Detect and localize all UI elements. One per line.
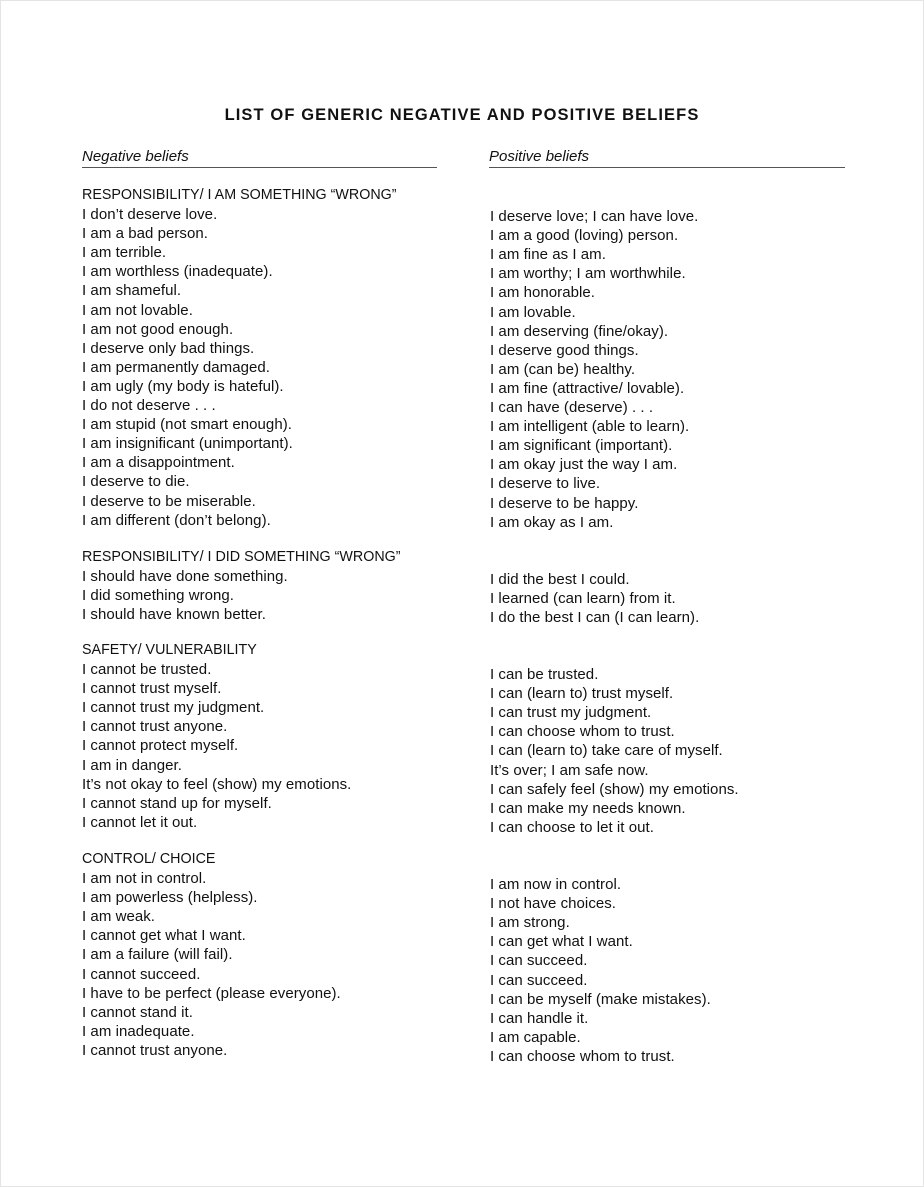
positive-belief-item: I can be trusted. xyxy=(490,666,599,683)
negative-belief-item: I cannot let it out. xyxy=(82,813,198,831)
positive-belief-item: I not have choices. xyxy=(490,895,617,913)
negative-belief-item: I am powerless (helpless). xyxy=(82,889,258,907)
negative-beliefs-header: Negative beliefs xyxy=(82,148,437,168)
negative-belief-item: I cannot get what I want. xyxy=(82,927,246,945)
positive-belief-item: I deserve love; I can have love. xyxy=(490,208,699,225)
positive-belief-item: I can (learn to) take care of myself. xyxy=(490,742,723,760)
positive-belief-item: I am significant (important). xyxy=(490,437,673,455)
negative-belief-item: I deserve to die. xyxy=(82,473,190,491)
positive-belief-item: I did the best I could. xyxy=(490,571,630,588)
negative-belief-item: I am not lovable. xyxy=(82,301,193,319)
positive-belief-item: I am honorable. xyxy=(490,284,595,302)
negative-belief-item: I am insignificant (unimportant). xyxy=(82,435,293,453)
negative-belief-item: I am permanently damaged. xyxy=(82,358,271,376)
negative-belief-item: I am stupid (not smart enough). xyxy=(82,416,292,434)
positive-belief-item: I am okay just the way I am. xyxy=(490,456,678,474)
positive-belief-item: I can trust my judgment. xyxy=(490,704,652,722)
negative-belief-item: I cannot stand it. xyxy=(82,1003,193,1021)
positive-belief-item: I can succeed. xyxy=(490,952,588,970)
section-heading: CONTROL/ CHOICE xyxy=(82,851,216,867)
negative-belief-item: I have to be perfect (please everyone). xyxy=(82,984,341,1002)
positive-belief-item: I am worthy; I am worthwhile. xyxy=(490,265,686,283)
positive-belief-item: I can choose whom to trust. xyxy=(490,1047,675,1065)
negative-belief-item: I am not in control. xyxy=(82,870,207,887)
positive-belief-item: I am lovable. xyxy=(490,303,576,321)
section-heading: RESPONSIBILITY/ I DID SOMETHING “WRONG” xyxy=(82,549,401,565)
document-title: LIST OF GENERIC NEGATIVE AND POSITIVE BELIEFS xyxy=(224,106,700,124)
positive-belief-item: I am fine (attractive/ lovable). xyxy=(490,379,685,397)
positive-belief-item: I am a good (loving) person. xyxy=(490,227,679,245)
positive-belief-item: I am intelligent (able to learn). xyxy=(490,418,690,436)
negative-belief-item: I am worthless (inadequate). xyxy=(82,263,273,281)
positive-belief-item: I can get what I want. xyxy=(490,933,633,951)
section-heading: SAFETY/ VULNERABILITY xyxy=(82,642,257,658)
negative-belief-item: I should have known better. xyxy=(82,606,266,624)
positive-belief-item: I am strong. xyxy=(490,914,570,932)
negative-belief-item: I deserve to be miserable. xyxy=(82,492,256,510)
positive-belief-item: I can safely feel (show) my emotions. xyxy=(490,780,739,798)
positive-belief-item: I am (can be) healthy. xyxy=(490,360,636,378)
positive-belief-item: I deserve to be happy. xyxy=(490,494,639,512)
negative-belief-item: I did something wrong. xyxy=(82,587,235,605)
positive-belief-item: I am deserving (fine/okay). xyxy=(490,322,669,340)
negative-belief-item: I cannot trust my judgment. xyxy=(82,699,265,717)
positive-belief-item: It’s over; I am safe now. xyxy=(490,761,649,779)
negative-belief-item: I am a failure (will fail). xyxy=(82,946,233,964)
positive-belief-item: I deserve good things. xyxy=(490,341,639,359)
negative-belief-item: I am terrible. xyxy=(82,244,167,262)
negative-belief-item: I am different (don’t belong). xyxy=(82,511,271,529)
positive-belief-item: I am fine as I am. xyxy=(490,246,606,264)
positive-belief-item: I learned (can learn) from it. xyxy=(490,590,676,608)
positive-belief-item: I do the best I can (I can learn). xyxy=(490,609,700,627)
negative-belief-item: I cannot succeed. xyxy=(82,965,201,983)
negative-belief-item: I cannot protect myself. xyxy=(82,737,239,755)
negative-belief-item: I should have done something. xyxy=(82,568,288,585)
positive-belief-item: I can choose to let it out. xyxy=(490,818,654,836)
positive-belief-item: I can (learn to) trust myself. xyxy=(490,685,674,703)
negative-belief-item: I am ugly (my body is hateful). xyxy=(82,377,284,395)
positive-belief-item: I can have (deserve) . . . xyxy=(490,399,654,416)
negative-belief-item: I am in danger. xyxy=(82,756,182,774)
negative-belief-item: I am shameful. xyxy=(82,282,182,300)
section-heading: RESPONSIBILITY/ I AM SOMETHING “WRONG” xyxy=(82,187,397,203)
positive-belief-item: I can make my needs known. xyxy=(490,799,686,817)
negative-belief-item: I am a bad person. xyxy=(82,225,208,243)
negative-belief-item: I am not good enough. xyxy=(82,320,234,338)
negative-belief-item: I cannot trust myself. xyxy=(82,680,222,698)
negative-belief-item: I am inadequate. xyxy=(82,1022,195,1040)
positive-belief-item: I am now in control. xyxy=(490,876,622,893)
positive-belief-item: I am capable. xyxy=(490,1028,581,1046)
negative-belief-item: I am a disappointment. xyxy=(82,454,235,472)
negative-belief-item: I cannot be trusted. xyxy=(82,661,212,678)
negative-belief-item: I am weak. xyxy=(82,908,156,926)
positive-belief-item: I can succeed. xyxy=(490,971,588,989)
positive-belief-item: I can handle it. xyxy=(490,1009,589,1027)
negative-belief-item: I cannot trust anyone. xyxy=(82,1041,228,1059)
positive-beliefs-header: Positive beliefs xyxy=(489,148,845,168)
negative-belief-item: It’s not okay to feel (show) my emotions. xyxy=(82,775,352,793)
negative-belief-item: I deserve only bad things. xyxy=(82,339,255,357)
negative-belief-item: I do not deserve . . . xyxy=(82,397,216,414)
positive-belief-item: I am okay as I am. xyxy=(490,513,614,531)
negative-belief-item: I don’t deserve love. xyxy=(82,206,218,223)
negative-belief-item: I cannot trust anyone. xyxy=(82,718,228,736)
negative-belief-item: I cannot stand up for myself. xyxy=(82,794,272,812)
positive-belief-item: I deserve to live. xyxy=(490,475,601,493)
positive-belief-item: I can be myself (make mistakes). xyxy=(490,990,711,1008)
positive-belief-item: I can choose whom to trust. xyxy=(490,723,675,741)
